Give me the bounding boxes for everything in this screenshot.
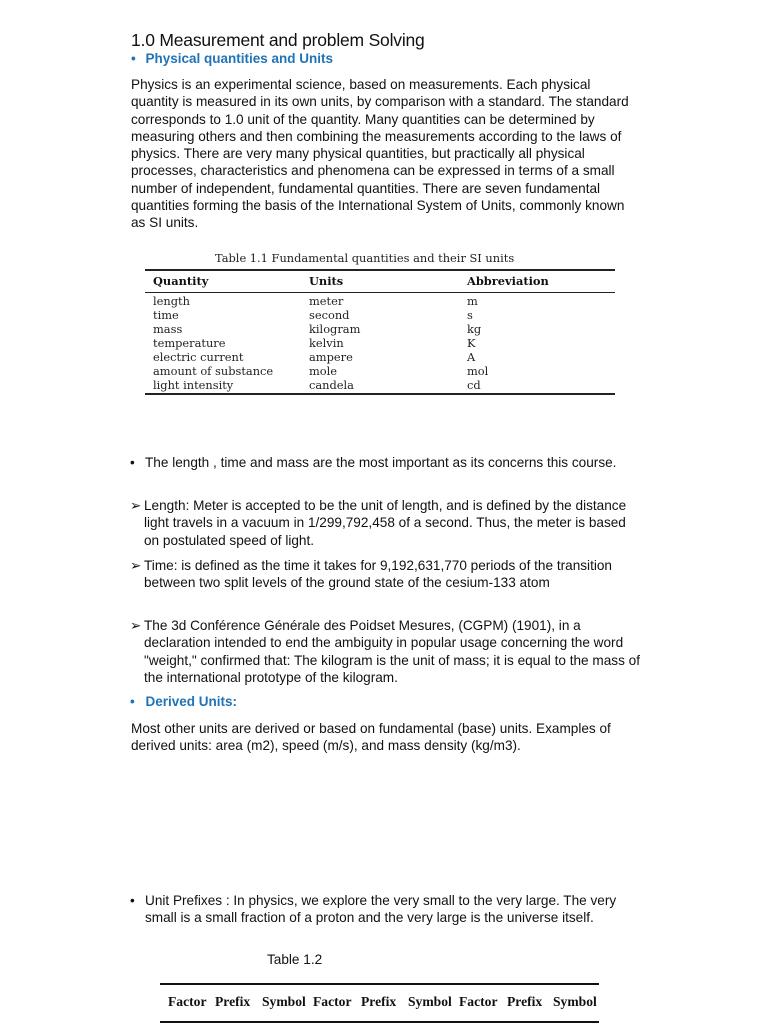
table-top-rule [145,269,615,271]
quantity-cell: light intensity [153,378,234,392]
section-heading-text: Physical quantities and Units [145,51,334,66]
header-prefix: Prefix [507,994,543,1009]
bullet-marker: • [130,893,135,908]
abbreviation-cell: K [467,336,476,350]
quantity-cell: temperature [153,336,226,350]
bullet-marker: • [131,51,136,66]
table-row [145,308,615,322]
list-item-text: Time: is defined as the time it takes for 9,192,631,770 periods of the transition between two split levels of the ground state of the cesium-133 atom [144,558,612,591]
unit-cell: candela [309,378,354,392]
table-row [145,294,615,308]
header-factor: Factor [313,994,352,1009]
abbreviation-cell: mol [467,364,489,378]
abbreviation-cell: cd [467,378,481,392]
header-prefix: Prefix [215,994,251,1009]
abbreviation-cell: m [467,294,478,308]
unit-cell: kelvin [309,336,344,350]
section-heading-physical-quantities [131,51,333,66]
abbreviation-cell: A [467,350,476,364]
table-header-rule [160,1021,599,1023]
table-bottom-rule [145,393,615,395]
list-item-length [130,497,640,549]
header-factor: Factor [459,994,498,1009]
list-item-cgpm [130,617,640,686]
header-abbreviation: Abbreviation [467,274,549,288]
arrow-bullet-icon: ➢ [130,498,142,513]
si-units-table [145,267,615,397]
header-symbol: Symbol [408,994,452,1009]
section-heading-text: Derived Units: [145,694,238,709]
header-factor: Factor [168,994,207,1009]
list-item-text: Unit Prefixes : In physics, we explore the very small to the very large. The very small is a small fraction of a proton and the very large is the universe itself. [145,893,617,926]
header-units: Units [309,274,344,288]
quantity-cell: mass [153,322,183,336]
unit-cell: ampere [309,350,353,364]
table-row [145,336,615,350]
header-quantity: Quantity [153,274,209,288]
bullet-marker: • [130,455,135,470]
quantity-cell: time [153,308,179,322]
list-item-important-quantities [130,454,640,471]
unit-cell: meter [309,294,344,308]
table-row [145,378,615,392]
abbreviation-cell: s [467,308,473,322]
unit-cell: kilogram [309,322,361,336]
table-header-rule [145,292,615,293]
unit-cell: second [309,308,350,322]
header-symbol: Symbol [553,994,597,1009]
section-heading-derived-units [130,694,237,709]
table-1-1-caption: Table 1.1 Fundamental quantities and their SI units [215,251,515,265]
list-item-text: The 3d Conférence Générale des Poidset Mesures, (CGPM) (1901), in a declaration intended to end the ambiguity in popular usage concerning the word "weight," confirmed that: The kilogram is the unit of mass; it is equal to the mass of the international prototype of the kilogram. [144,618,640,685]
table-row [145,364,615,378]
list-item-text: Length: Meter is accepted to be the unit of length, and is defined by the distance light travels in a vacuum in 1/299,792,458 of a second. Thus, the meter is based on postulated speed of light. [144,498,627,548]
table-row [145,350,615,364]
intro-paragraph: Physics is an experimental science, based on measurements. Each physical quantity is measured in its own units, by comparison with a standard. The standard corresponds to 1.0 unit of the quantity. Many quantities can be determined by measuring others and then combining the measurements according to the laws of physics. There are very many physical quantities, but practically all physical processes, characteristics and phenomena can be expressed in terms of a small number of independent, fundamental quantities. There are seven fundamental quantities forming the basis of the International System of Units, commonly known as SI units. [131,77,629,231]
table-top-rule [160,983,599,985]
list-item-text: The length , time and mass are the most important as its concerns this course. [145,455,617,470]
quantity-cell: amount of substance [153,364,274,378]
bullet-marker: • [130,694,135,709]
quantity-cell: length [153,294,190,308]
arrow-bullet-icon: ➢ [130,558,142,573]
table-body [145,294,615,392]
header-symbol: Symbol [262,994,306,1009]
abbreviation-cell: kg [467,322,482,336]
quantity-cell: electric current [153,350,244,364]
prefix-table [160,983,599,1023]
unit-cell: mole [309,364,338,378]
list-item-unit-prefixes [130,892,640,927]
page-title: 1.0 Measurement and problem Solving [131,30,425,50]
header-prefix: Prefix [361,994,397,1009]
list-item-time [130,557,640,592]
table-1-2-label: Table 1.2 [267,952,323,967]
arrow-bullet-icon: ➢ [130,618,142,633]
table-row [145,322,615,336]
derived-units-paragraph: Most other units are derived or based on fundamental (base) units. Examples of derived units: area (m2), speed (m/s), and mass density (kg/m3). [131,721,611,754]
